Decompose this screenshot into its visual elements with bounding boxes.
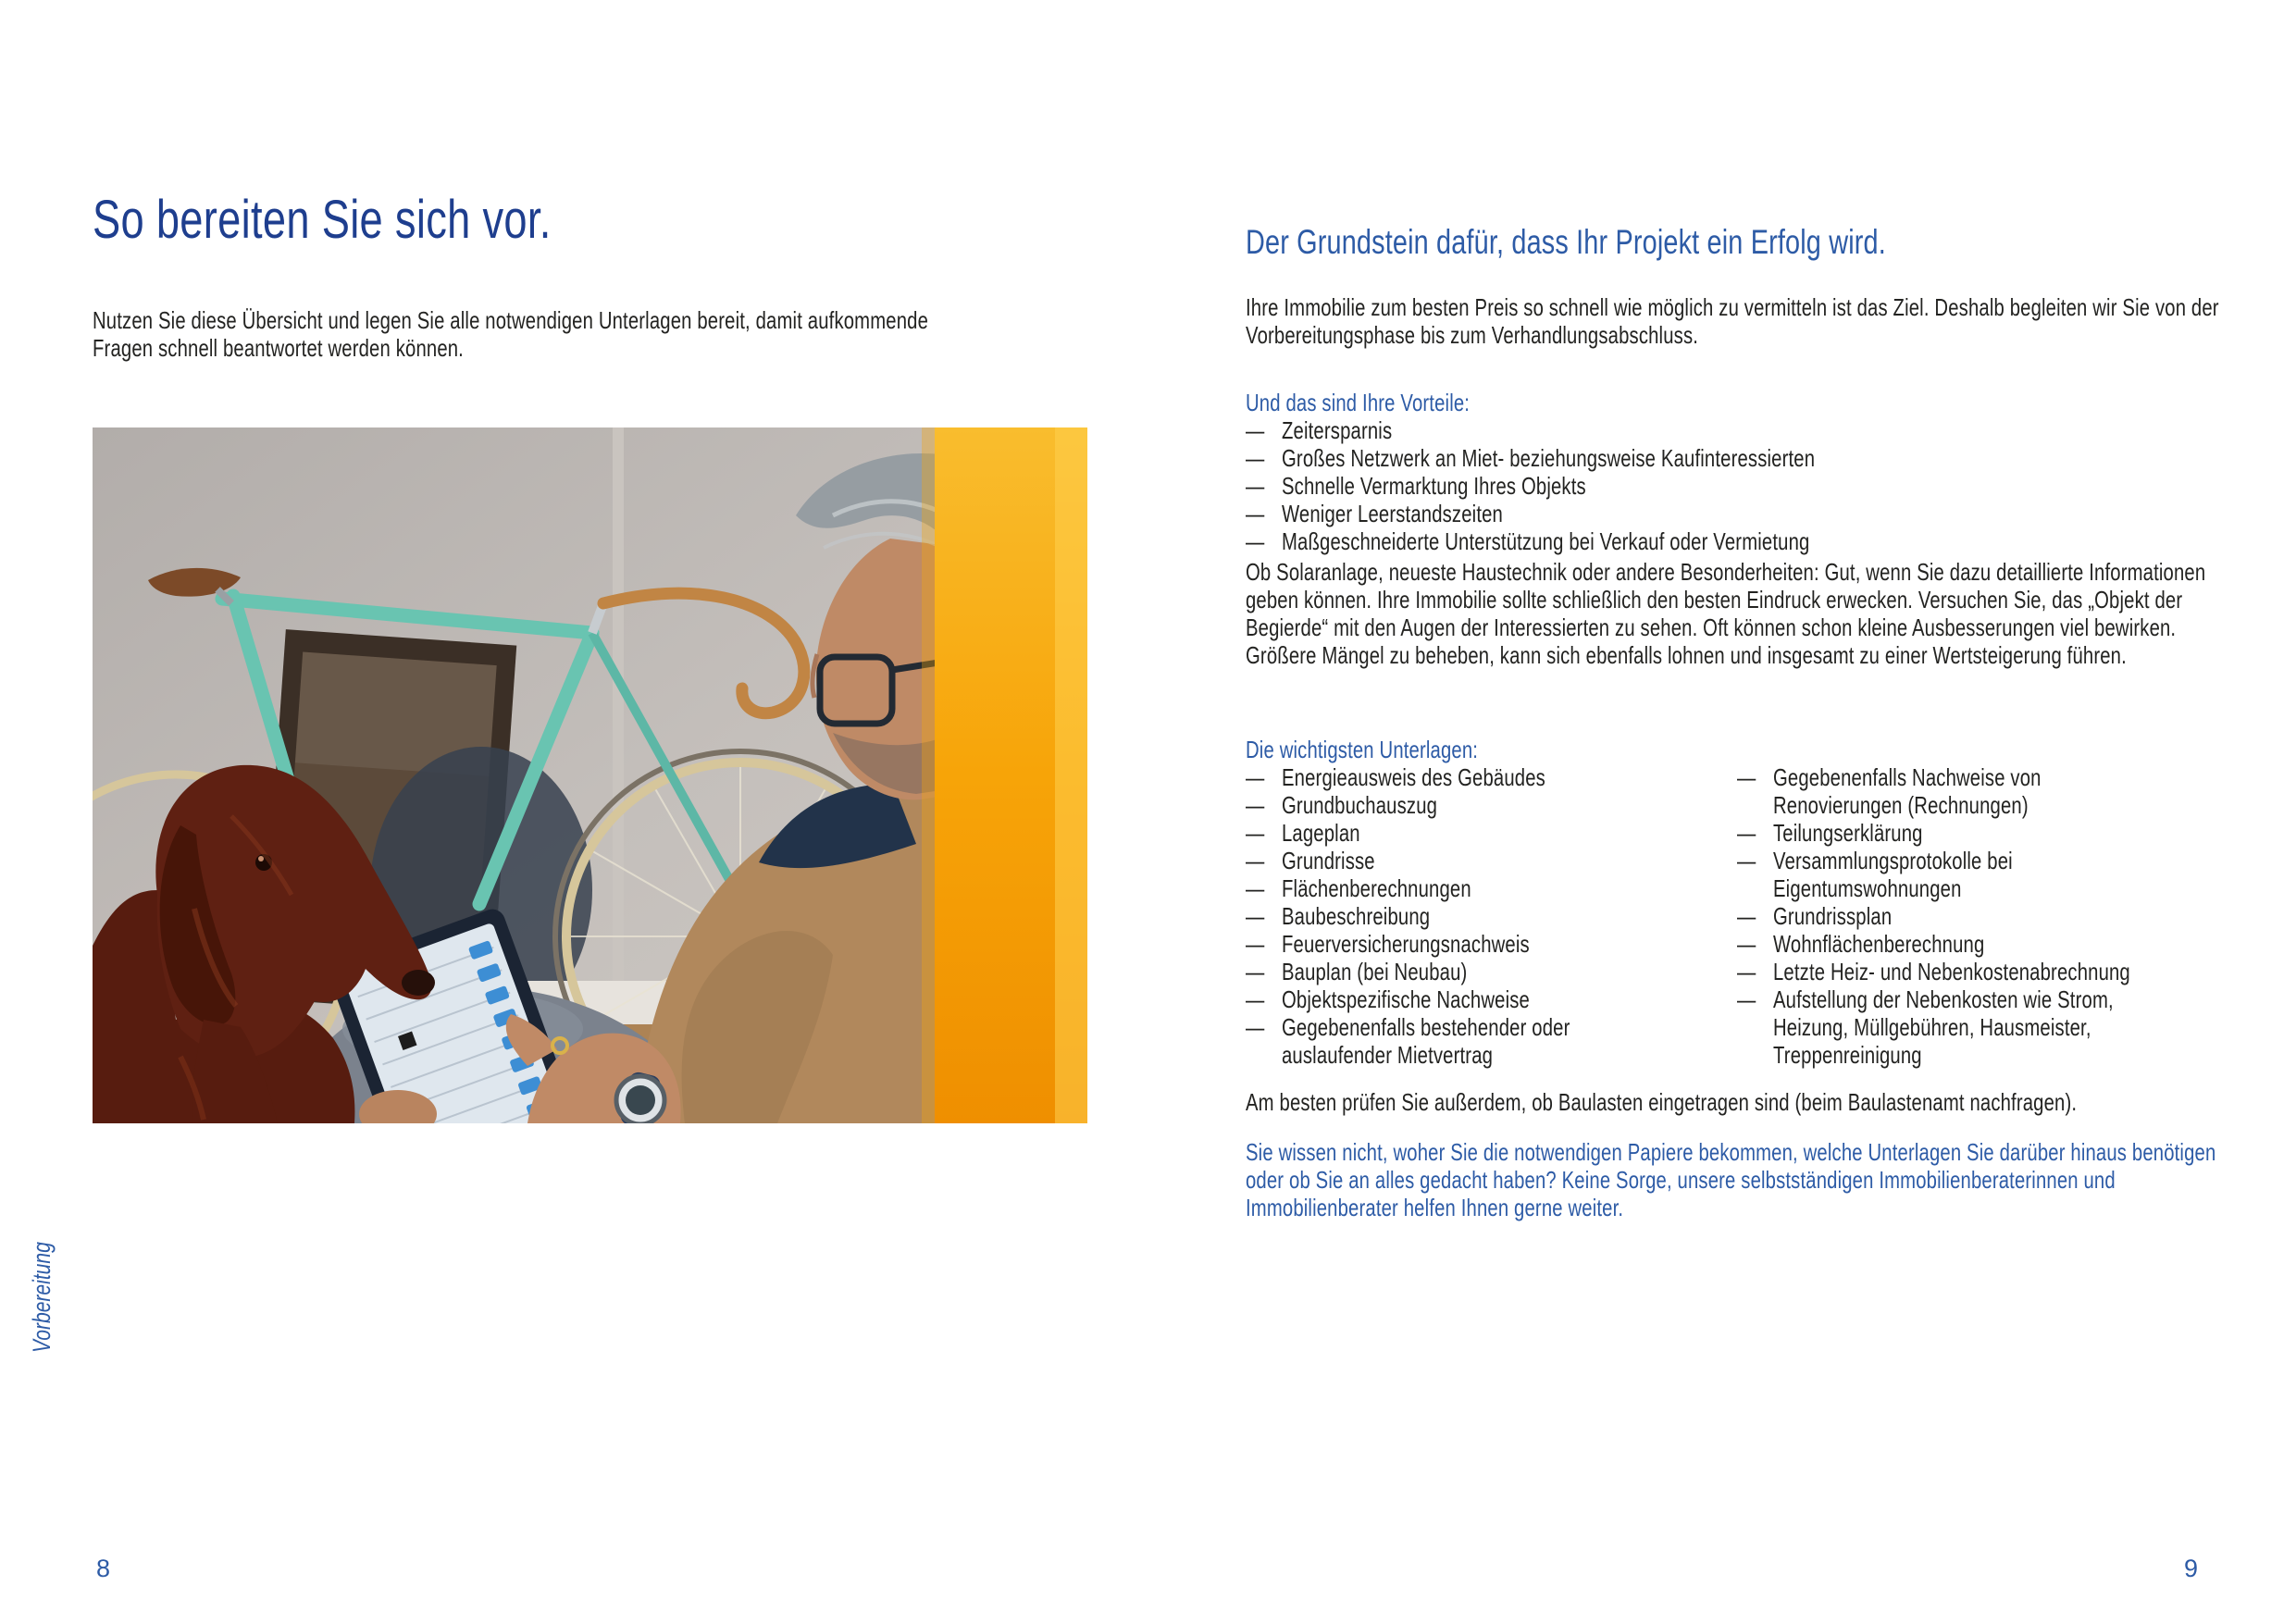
documents-list-left [1246,763,1664,1069]
list-item [1246,1013,1664,1069]
dash-icon: — [1737,958,1756,985]
note-paragraph: Am besten prüfen Sie außerdem, ob Baulasten eingetragen sind (beim Baulastenamt nachfragen). [1246,1088,2078,1116]
list-item-label: Grundrissplan [1773,902,1893,930]
dash-icon: — [1246,958,1265,985]
list-item-label: Flächenberechnungen [1282,874,1471,902]
dash-icon: — [1246,985,1265,1013]
dash-icon: — [1737,819,1756,847]
list-item [1246,527,2249,555]
list-item-label: Grundrisse [1282,847,1375,874]
dash-icon: — [1737,763,1756,791]
list-item [1246,791,1664,819]
help-paragraph: Sie wissen nicht, woher Sie die notwendigen Papiere bekommen, welche Unterlagen Sie darüber hinaus benötigen oder ob Sie an alles gedacht haben? Keine Sorge, unsere selbstständigen Immobilienberaterinnen und Immobilienberater helfen Ihnen gerne weiter. [1246,1138,2216,1221]
dash-icon: — [1246,902,1265,930]
list-item [1246,472,2249,500]
list-item-label: Schnelle Vermarktung Ihres Objekts [1282,472,1586,500]
list-item [1246,763,1664,791]
dash-icon: — [1737,930,1756,958]
dash-icon: — [1246,930,1265,958]
dash-icon: — [1737,902,1756,930]
dash-icon: — [1246,472,1265,500]
dash-icon: — [1737,985,1756,1013]
photo-illustration [93,427,1087,1123]
dash-icon: — [1246,791,1265,819]
list-item [1246,985,1664,1013]
list-item [1246,500,2249,527]
list-item-label: Bauplan (bei Neubau) [1282,958,1468,985]
list-item-label: Wohnflächenberechnung [1773,930,1985,958]
dash-icon: — [1246,1013,1265,1041]
list-item [1737,902,2155,930]
list-item-label: Zeitersparnis [1282,416,1393,444]
dash-icon: — [1246,763,1265,791]
dash-icon: — [1246,874,1265,902]
list-item-label: Letzte Heiz- und Nebenkostenabrechnung [1773,958,2130,985]
list-item-label: Feuerversicherungsnachweis [1282,930,1530,958]
photo-dog-nose [402,970,435,996]
page-number-right: 9 [2184,1555,2199,1582]
dash-icon: — [1246,444,1265,472]
list-item-label: Teilungserklärung [1773,819,1923,847]
photo-doorframe [613,427,624,983]
page-number-left: 8 [96,1555,111,1582]
list-item [1246,819,1664,847]
section-title: Der Grundstein dafür, dass Ihr Projekt ein Erfolg wird. [1246,223,1886,261]
list-item-label: Gegebenenfalls bestehender oder auslaufender Mietvertrag [1282,1013,1570,1069]
list-item [1246,847,1664,874]
intro-paragraph: Nutzen Sie diese Übersicht und legen Sie alle notwendigen Unterlagen bereit, damit aufkommende Fragen schnell beantwortet werden können. [93,306,929,362]
dash-icon: — [1246,500,1265,527]
list-item [1737,819,2155,847]
list-item-label: Maßgeschneiderte Unterstützung bei Verkauf oder Vermietung [1282,527,1810,555]
documents-list-right [1737,763,2155,1069]
list-item [1737,985,2155,1069]
list-item-label: Aufstellung der Nebenkosten wie Strom, Heizung, Müllgebühren, Hausmeister, Treppenreinigung [1773,985,2114,1069]
list-item [1246,444,2249,472]
list-item [1246,416,2249,444]
list-item-label: Versammlungsprotokolle bei Eigentumswohnungen [1773,847,2013,902]
chapter-tab-label: Vorbereitung [28,1242,56,1353]
list-item [1737,847,2155,902]
dash-icon: — [1737,847,1756,874]
dash-icon: — [1246,819,1265,847]
benefits-heading: Und das sind Ihre Vorteile: [1246,389,1471,416]
benefits-list [1246,416,2249,555]
list-item [1737,930,2155,958]
list-item-label: Objektspezifische Nachweise [1282,985,1530,1013]
dash-icon: — [1246,847,1265,874]
list-item-label: Lageplan [1282,819,1360,847]
list-item-label: Baubeschreibung [1282,902,1431,930]
list-item [1246,902,1664,930]
photo-orange-band [922,427,1087,1123]
dash-icon: — [1246,527,1265,555]
list-item [1737,763,2155,819]
page-title: So bereiten Sie sich vor. [93,190,552,250]
list-item-label: Weniger Leerstandszeiten [1282,500,1503,527]
list-item-label: Energieausweis des Gebäudes [1282,763,1545,791]
dash-icon: — [1246,416,1265,444]
list-item-label: Gegebenenfalls Nachweise von Renovierungen (Rechnungen) [1773,763,2042,819]
list-item [1246,958,1664,985]
list-item-label: Grundbuchauszug [1282,791,1438,819]
list-item [1246,874,1664,902]
list-item [1246,930,1664,958]
list-item-label: Großes Netzwerk an Miet- beziehungsweise Kaufinteressierten [1282,444,1816,472]
photo [93,427,1087,1123]
details-paragraph: Ob Solaranlage, neueste Haustechnik oder andere Besonderheiten: Gut, wenn Sie dazu detaillierte Informationen geben können. Ihre Immobilie sollte schließlich den besten Eindruck erwecken. Versuchen Sie, das „Objekt der Begierde“ mit den Augen der Interessierten zu sehen. Oft können schon kleine Ausbesserungen viel bewirken. Größere Mängel zu beheben, kann sich ebenfalls lohnen und insgesamt zu einer Wertsteigerung führen. [1246,558,2206,669]
documents-heading: Die wichtigsten Unterlagen: [1246,736,1479,763]
intro-paragraph: Ihre Immobilie zum besten Preis so schnell wie möglich zu vermitteln ist das Ziel. Deshalb begleiten wir Sie von der Vorbereitungsphase bis zum Verhandlungsabschluss. [1246,293,2219,349]
list-item [1737,958,2155,985]
